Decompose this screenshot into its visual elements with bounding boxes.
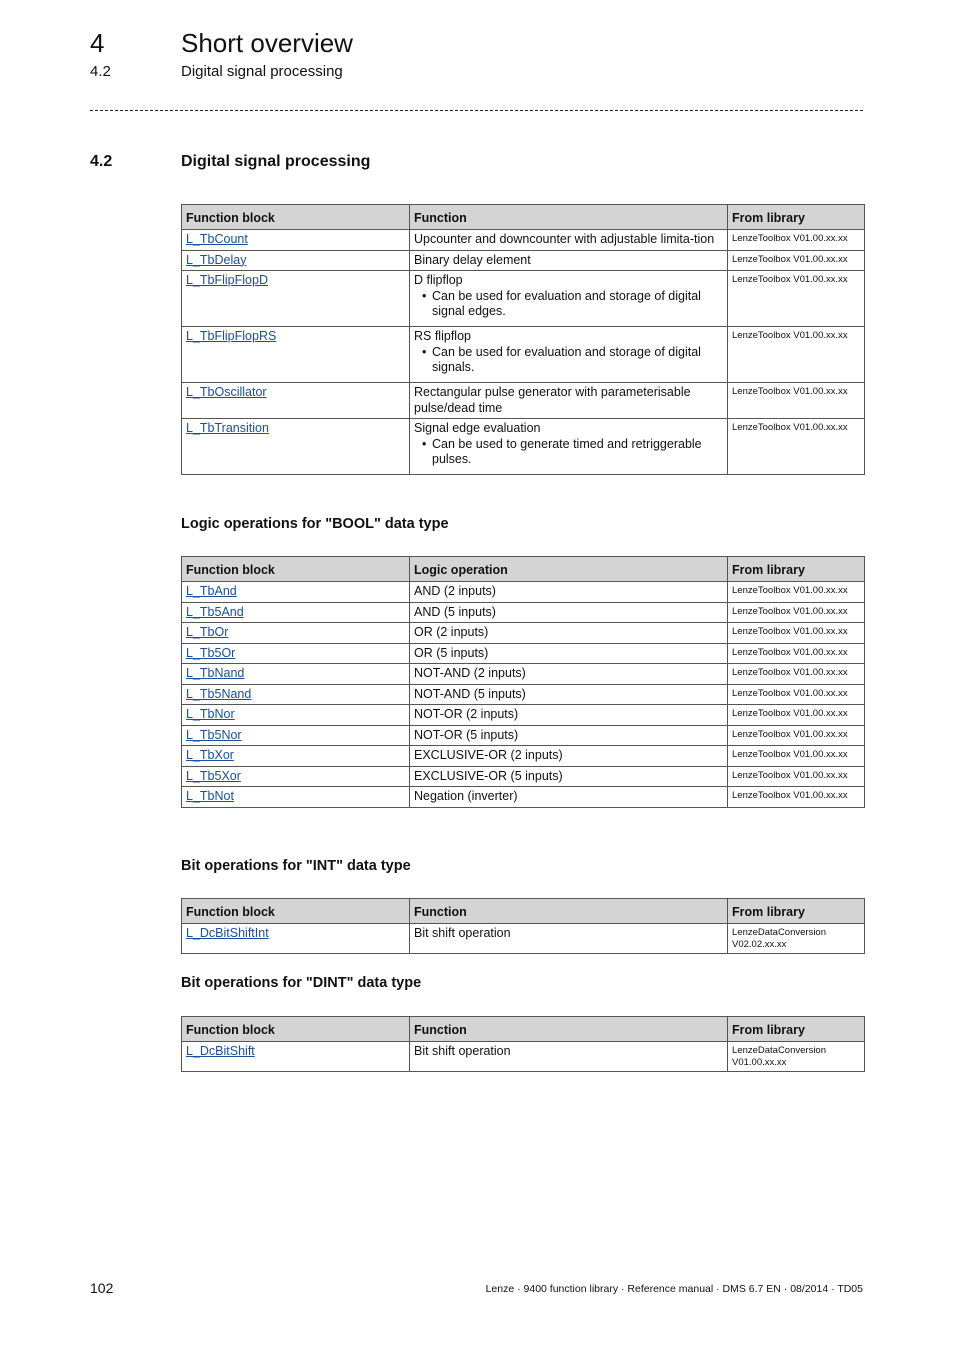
table-header-row bbox=[182, 205, 865, 230]
col-header-function-block: Function block bbox=[182, 557, 410, 582]
function-cell: Rectangular pulse generator with parameterisable pulse/dead time bbox=[410, 383, 728, 419]
table-row bbox=[182, 664, 865, 685]
logic-operation-cell: NOT-OR (2 inputs) bbox=[410, 705, 728, 726]
header-section-title: Digital signal processing bbox=[181, 63, 343, 80]
logic-operation-cell: EXCLUSIVE-OR (5 inputs) bbox=[410, 766, 728, 787]
table-row bbox=[182, 643, 865, 664]
function-cell: Bit shift operation bbox=[410, 924, 728, 954]
function-block-link[interactable]: L_TbDelay bbox=[186, 252, 247, 267]
table-row bbox=[182, 1042, 865, 1072]
function-cell bbox=[410, 419, 728, 475]
table-header-row bbox=[182, 557, 865, 582]
library-cell bbox=[728, 924, 865, 954]
library-cell: LenzeToolbox V01.00.xx.xx bbox=[728, 271, 865, 327]
function-bullet: • Can be used for evaluation and storage of digital signal edges. bbox=[432, 289, 723, 320]
function-block-link[interactable]: L_Tb5Or bbox=[186, 645, 236, 660]
logic-operation-cell: AND (5 inputs) bbox=[410, 602, 728, 623]
table-row bbox=[182, 924, 865, 954]
col-header-library: From library bbox=[728, 557, 865, 582]
function-block-link[interactable]: L_TbAnd bbox=[186, 584, 237, 598]
library-cell: LenzeToolbox V01.00.xx.xx bbox=[728, 705, 865, 726]
logic-operation-cell: NOT-AND (5 inputs) bbox=[410, 684, 728, 705]
function-text: D flipflop bbox=[414, 273, 463, 287]
library-name: LenzeDataConversion bbox=[732, 1045, 827, 1056]
col-header-function-block: Function block bbox=[182, 1017, 410, 1042]
header-divider bbox=[90, 110, 863, 111]
function-cell: Bit shift operation bbox=[410, 1042, 728, 1072]
table-row bbox=[182, 250, 865, 271]
dint-bit-operations-heading: Bit operations for "DINT" data type bbox=[181, 975, 422, 991]
library-cell bbox=[728, 1042, 865, 1072]
table-row bbox=[182, 602, 865, 623]
function-block-link[interactable]: L_TbTransition bbox=[186, 421, 269, 435]
library-cell: LenzeToolbox V01.00.xx.xx bbox=[728, 725, 865, 746]
library-cell: LenzeToolbox V01.00.xx.xx bbox=[728, 664, 865, 685]
table-row bbox=[182, 271, 865, 327]
logic-operation-cell: Negation (inverter) bbox=[410, 787, 728, 808]
library-cell: LenzeToolbox V01.00.xx.xx bbox=[728, 582, 865, 603]
function-block-link[interactable]: L_Tb5Xor bbox=[186, 768, 241, 783]
library-cell: LenzeToolbox V01.00.xx.xx bbox=[728, 746, 865, 767]
function-bullet: • Can be used for evaluation and storage of digital signals. bbox=[432, 345, 723, 376]
function-text: RS flipflop bbox=[414, 329, 471, 343]
function-block-link[interactable]: L_TbXor bbox=[186, 748, 234, 762]
table-row bbox=[182, 230, 865, 251]
function-block-link[interactable]: L_TbCount bbox=[186, 232, 248, 246]
function-cell bbox=[410, 271, 728, 327]
library-cell: LenzeToolbox V01.00.xx.xx bbox=[728, 230, 865, 251]
section-title: Digital signal processing bbox=[181, 153, 371, 170]
col-header-function: Function bbox=[410, 205, 728, 230]
library-version: V02.02.xx.xx bbox=[732, 939, 787, 950]
function-text: Signal edge evaluation bbox=[414, 421, 541, 435]
table-digital-signal-blocks bbox=[181, 204, 865, 475]
col-header-library: From library bbox=[728, 899, 865, 924]
library-cell: LenzeToolbox V01.00.xx.xx bbox=[728, 250, 865, 271]
table-row bbox=[182, 383, 865, 419]
function-cell bbox=[410, 327, 728, 383]
table-header-row bbox=[182, 1017, 865, 1042]
logic-operations-heading: Logic operations for "BOOL" data type bbox=[181, 516, 449, 532]
library-cell: LenzeToolbox V01.00.xx.xx bbox=[728, 766, 865, 787]
chapter-title: Short overview bbox=[181, 28, 353, 58]
table-row bbox=[182, 705, 865, 726]
function-block-link[interactable]: L_DcBitShift bbox=[186, 1044, 255, 1058]
logic-operation-cell: NOT-AND (2 inputs) bbox=[410, 664, 728, 685]
function-block-link[interactable]: L_Tb5Nand bbox=[186, 686, 252, 701]
col-header-logic-operation: Logic operation bbox=[410, 557, 728, 582]
table-row bbox=[182, 582, 865, 603]
function-block-link[interactable]: L_TbOscillator bbox=[186, 385, 267, 399]
library-cell: LenzeToolbox V01.00.xx.xx bbox=[728, 602, 865, 623]
logic-operation-cell: EXCLUSIVE-OR (2 inputs) bbox=[410, 746, 728, 767]
table-row bbox=[182, 419, 865, 475]
function-block-link[interactable]: L_TbNor bbox=[186, 707, 235, 721]
table-logic-operations bbox=[181, 556, 865, 808]
function-block-link[interactable]: L_TbFlipFlopRS bbox=[186, 329, 277, 343]
table-row bbox=[182, 725, 865, 746]
footer-document-info: Lenze · 9400 function library · Reference manual · DMS 6.7 EN · 08/2014 · TD05 bbox=[485, 1283, 863, 1295]
library-cell: LenzeToolbox V01.00.xx.xx bbox=[728, 419, 865, 475]
library-cell: LenzeToolbox V01.00.xx.xx bbox=[728, 327, 865, 383]
function-block-link[interactable]: L_TbFlipFlopD bbox=[186, 273, 268, 287]
col-header-library: From library bbox=[728, 205, 865, 230]
library-version: V01.00.xx.xx bbox=[732, 1057, 787, 1068]
table-row bbox=[182, 623, 865, 644]
col-header-function: Function bbox=[410, 899, 728, 924]
table-row bbox=[182, 684, 865, 705]
table-row bbox=[182, 766, 865, 787]
section-number: 4.2 bbox=[90, 153, 113, 170]
page-number: 102 bbox=[90, 1280, 114, 1296]
table-row bbox=[182, 746, 865, 767]
logic-operation-cell: OR (5 inputs) bbox=[410, 643, 728, 664]
function-block-link[interactable]: L_Tb5Nor bbox=[186, 727, 242, 742]
table-row bbox=[182, 787, 865, 808]
logic-operation-cell: NOT-OR (5 inputs) bbox=[410, 725, 728, 746]
logic-operation-cell: AND (2 inputs) bbox=[410, 582, 728, 603]
logic-operation-cell: OR (2 inputs) bbox=[410, 623, 728, 644]
function-block-link[interactable]: L_DcBitShiftInt bbox=[186, 926, 269, 940]
function-bullet: • Can be used to generate timed and retriggerable pulses. bbox=[432, 437, 723, 468]
chapter-number: 4 bbox=[90, 28, 105, 58]
table-header-row bbox=[182, 899, 865, 924]
library-name: LenzeDataConversion bbox=[732, 927, 827, 938]
header-section-number: 4.2 bbox=[90, 63, 111, 80]
function-block-link[interactable]: L_TbNand bbox=[186, 666, 245, 680]
library-cell: LenzeToolbox V01.00.xx.xx bbox=[728, 383, 865, 419]
col-header-function-block: Function block bbox=[182, 899, 410, 924]
library-cell: LenzeToolbox V01.00.xx.xx bbox=[728, 684, 865, 705]
function-block-link[interactable]: L_TbOr bbox=[186, 625, 229, 639]
library-cell: LenzeToolbox V01.00.xx.xx bbox=[728, 623, 865, 644]
library-cell: LenzeToolbox V01.00.xx.xx bbox=[728, 787, 865, 808]
table-row bbox=[182, 327, 865, 383]
col-header-function: Function bbox=[410, 1017, 728, 1042]
function-block-link[interactable]: L_Tb5And bbox=[186, 604, 244, 619]
col-header-library: From library bbox=[728, 1017, 865, 1042]
function-block-link[interactable]: L_TbNot bbox=[186, 789, 234, 803]
int-bit-operations-heading: Bit operations for "INT" data type bbox=[181, 858, 411, 874]
function-cell: Upcounter and downcounter with adjustable limita-tion bbox=[410, 230, 728, 251]
table-dint-bit-operations bbox=[181, 1016, 865, 1072]
function-cell: Binary delay element bbox=[410, 250, 728, 271]
col-header-function-block: Function block bbox=[182, 205, 410, 230]
library-cell: LenzeToolbox V01.00.xx.xx bbox=[728, 643, 865, 664]
table-int-bit-operations bbox=[181, 898, 865, 954]
